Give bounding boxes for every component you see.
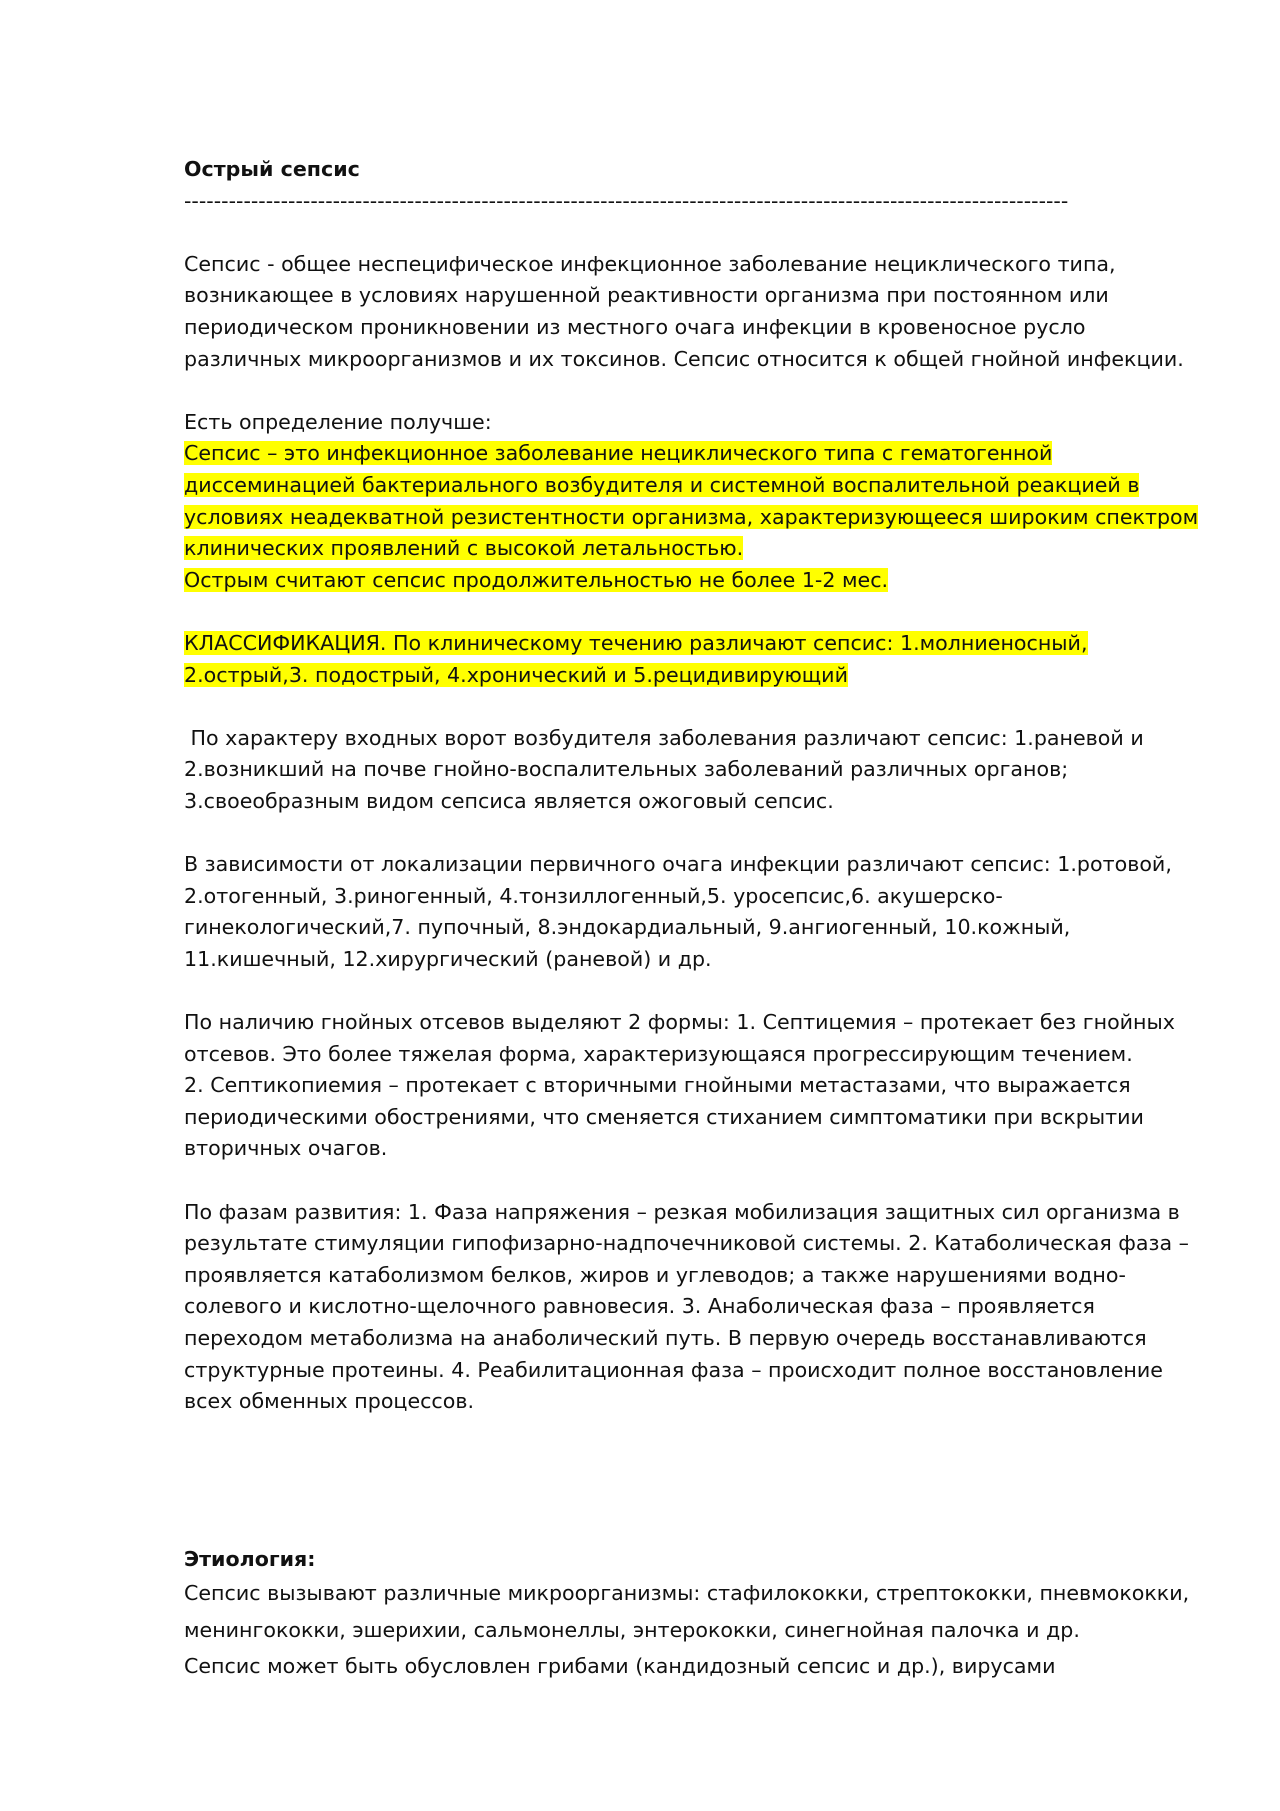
spacer bbox=[184, 817, 1200, 849]
spacer bbox=[184, 375, 1200, 407]
spacer bbox=[184, 1165, 1200, 1197]
etiology-paragraph-1: Сепсис вызывают различные микроорганизмы: стафилококки, стрептококки, пневмококки, менингококки, эшерихии, сальмонеллы, энтерококки, синегнойная палочка и др. bbox=[184, 1581, 1190, 1642]
etiology-heading: Этиология: bbox=[184, 1546, 316, 1571]
highlighted-text: Острым считают сепсис продолжительностью не более 1-2 мес. bbox=[184, 567, 889, 592]
separator-line: ----------------------------------------------------------------------------------------------------------------------- bbox=[184, 188, 1069, 213]
highlighted-text: Сепсис – это инфекционное заболевание нециклического типа с гематогенной диссеминацией бактериального возбудителя и системной воспалительной реакцией в условиях неадекватной резистентности организма, характеризующееся широким спектром клинических проявлений с высокой летальностью. bbox=[184, 441, 1199, 561]
phases-paragraph: По фазам развития: 1. Фаза напряжения – резкая мобилизация защитных сил организма в результате стимуляции гипофизарно-надпочечниковой системы. 2. Катаболическая фаза – проявляется катаболизмом белков, жиров и углеводов; а также нарушениями водно-солевого и кислотно-щелочного равновесия. 3. Анаболическая фаза – проявляется переходом метаболизма на анаболический путь. В первую очередь восстанавливаются структурные протеины. 4. Реабилитационная фаза – происходит полное восстановление всех обменных процессов. bbox=[184, 1199, 1189, 1414]
spacer bbox=[184, 975, 1200, 1007]
spacer bbox=[184, 1418, 1200, 1544]
better-definition-paragraph bbox=[184, 438, 1200, 564]
forms-paragraph-2: 2. Септикопиемия – протекает с вторичными гнойными метастазами, что выражается периодическими обострениями, что сменяется стиханием симптоматики при вскрытии вторичных очагов. bbox=[184, 1073, 1144, 1161]
classification-paragraph bbox=[184, 628, 1200, 691]
definition-paragraph: Сепсис - общее неспецифическое инфекционное заболевание нециклического типа, возникающее в условиях нарушенной реактивности организма при постоянном или периодическом проникновении из местного очага инфекции в кровеносное русло различных микроорганизмов и их токсинов. Сепсис относится к общей гнойной инфекции. bbox=[184, 251, 1184, 371]
document-title: Острый сепсис bbox=[184, 157, 360, 181]
etiology-paragraph-2: Сепсис может быть обусловлен грибами (кандидозный сепсис и др.), вирусами bbox=[184, 1654, 1056, 1679]
highlighted-text: КЛАССИФИКАЦИЯ. По клиническому течению различают сепсис: 1.молниеносный, 2.острый,3. подострый, 4.хронический и 5.рецидивирующий bbox=[184, 630, 1088, 687]
entry-gate-paragraph: По характеру входных ворот возбудителя заболевания различают сепсис: 1.раневой и 2.возникший на почве гнойно-воспалительных заболеваний различных органов; 3.своеобразным видом сепсиса является ожоговый сепсис. bbox=[184, 725, 1151, 813]
localization-paragraph: В зависимости от локализации первичного очага инфекции различают сепсис: 1.ротовой, 2.отогенный, 3.риногенный, 4.тонзиллогенный,5. уросепсис,6. акушерско-гинекологический,7. пупочный, 8.эндокардиальный, 9.ангиогенный, 10.кожный, 11.кишечный, 12.хирургический (раневой) и др. bbox=[184, 852, 1172, 971]
spacer bbox=[184, 691, 1200, 723]
forms-paragraph-1: По наличию гнойных отсевов выделяют 2 формы: 1. Септицемия – протекает без гнойных отсевов. Это более тяжелая форма, характеризующаяся прогрессирующим течением. bbox=[184, 1010, 1175, 1066]
document-body bbox=[184, 154, 1200, 1685]
spacer bbox=[184, 596, 1200, 628]
spacer bbox=[184, 217, 1200, 249]
better-definition-intro: Есть определение получше: bbox=[184, 409, 492, 434]
acute-note-paragraph bbox=[184, 565, 1200, 597]
